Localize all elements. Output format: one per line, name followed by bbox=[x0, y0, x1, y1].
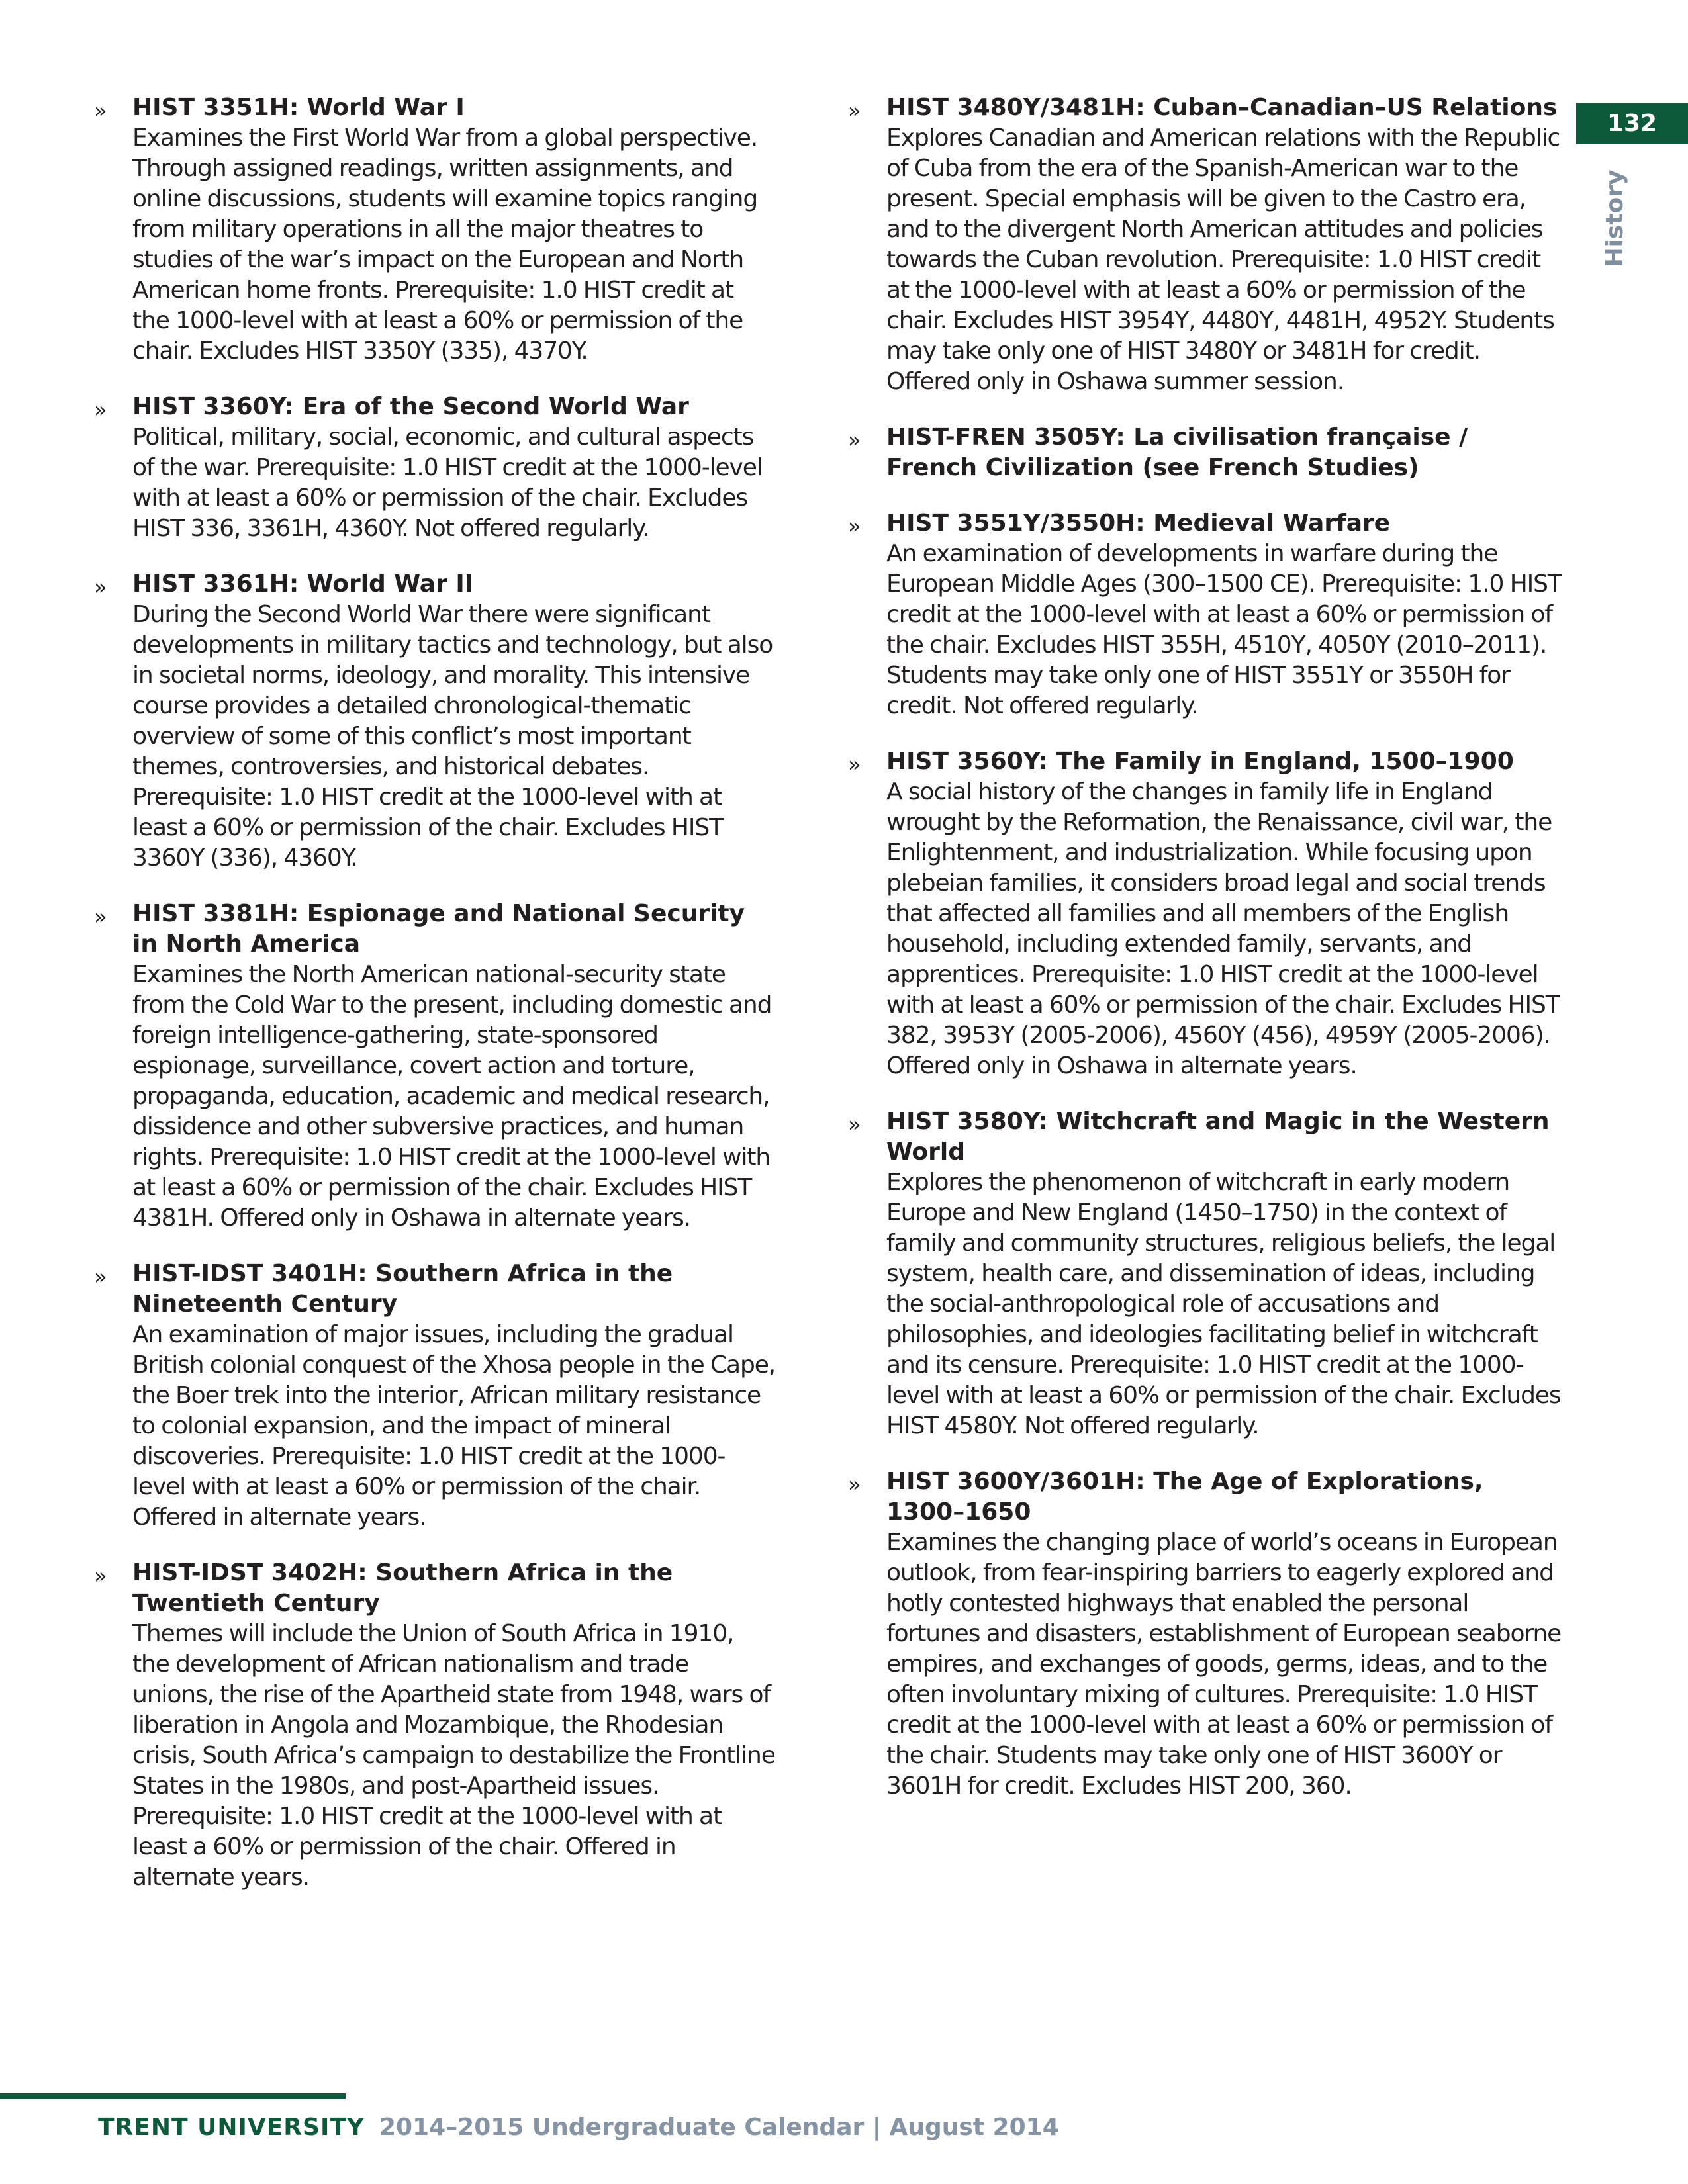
left-column bbox=[94, 93, 776, 1918]
bullet-icon: » bbox=[848, 1112, 861, 1137]
bullet-icon: » bbox=[848, 428, 861, 453]
bullet-icon: » bbox=[94, 98, 107, 123]
footer-calendar: 2014–2015 Undergraduate Calendar | August 2014 bbox=[379, 2114, 1059, 2141]
course-entry bbox=[94, 899, 776, 1234]
course-title: HIST 3600Y/3601H: The Age of Explorations, 1300–1650 bbox=[886, 1468, 1483, 1525]
footer bbox=[98, 2111, 1059, 2144]
course-description: Political, military, social, economic, and cultural aspects of the war. Prerequisite: 1.0 HIST credit at the 1000-level with at least a 60% or permission of the chair. Excludes HIST 336, 3361H, 4360Y. Not offered regularly. bbox=[132, 424, 763, 542]
course-description: Examines the changing place of world’s oceans in European outlook, from fear-inspiring barriers to eagerly explored and hotly contested highways that enabled the personal fortunes and disasters, establishment of European seaborne empires, and exchanges of goods, germs, ideas, and to the often involuntary mixing of cultures. Prerequisite: 1.0 HIST credit at the 1000-level with at least a 60% or permission of the chair. Students may take only one of HIST 3600Y or 3601H for credit. Excludes HIST 200, 360. bbox=[886, 1529, 1562, 1799]
course-entry bbox=[94, 93, 776, 367]
course-title: HIST 3480Y/3481H: Cuban–Canadian–US Relations bbox=[886, 94, 1558, 121]
course-entry bbox=[94, 1259, 776, 1533]
course-title: HIST 3551Y/3550H: Medieval Warfare bbox=[886, 510, 1391, 537]
footer-rule bbox=[0, 2093, 346, 2099]
course-title: HIST-FREN 3505Y: La civilisation française / French Civilization (see French Studies) bbox=[886, 424, 1468, 481]
course-entry bbox=[848, 1467, 1563, 1801]
course-entry bbox=[94, 1558, 776, 1893]
course-title: HIST 3351H: World War I bbox=[132, 94, 465, 121]
course-title: HIST-IDST 3402H: Southern Africa in the Twentieth Century bbox=[132, 1559, 673, 1617]
course-description: A social history of the changes in family life in England wrought by the Reformation, the Renaissance, civil war, the Enlightenment, and industrialization. While focusing upon plebeian families, it considers broad legal and social trends that affected all families and all members of the English household, including extended family, servants, and apprentices. Prerequisite: 1.0 HIST credit at the 1000-level with at least a 60% or permission of the chair. Excludes HIST 382, 3953Y (2005-2006), 4560Y (456), 4959Y (2005-2006). Offered only in Oshawa in alternate years. bbox=[886, 778, 1560, 1079]
course-title: HIST 3361H: World War II bbox=[132, 570, 474, 598]
page-number-badge: 132 bbox=[1576, 103, 1688, 144]
course-entry bbox=[848, 1107, 1563, 1441]
course-description: Themes will include the Union of South Africa in 1910, the development of African nationalism and trade unions, the rise of the Apartheid state from 1948, wars of liberation in Angola and Mozambique, the Rhodesian crisis, South Africa’s campaign to destabilize the Frontline States in the 1980s, and post-Apartheid issues. Prerequisite: 1.0 HIST credit at the 1000-level with at least a 60% or permission of the chair. Offered in alternate years. bbox=[132, 1620, 775, 1891]
bullet-icon: » bbox=[94, 574, 107, 600]
course-entry bbox=[94, 392, 776, 544]
course-entry bbox=[94, 569, 776, 874]
course-title: HIST 3381H: Espionage and National Security in North America bbox=[132, 900, 745, 958]
course-title: HIST-IDST 3401H: Southern Africa in the Nineteenth Century bbox=[132, 1260, 673, 1318]
course-title: HIST 3560Y: The Family in England, 1500–1900 bbox=[886, 748, 1514, 775]
course-entry bbox=[848, 93, 1563, 397]
footer-university: TRENT UNIVERSITY bbox=[98, 2114, 365, 2141]
bullet-icon: » bbox=[848, 752, 861, 777]
course-description: An examination of major issues, including the gradual British colonial conquest of the Xhosa people in the Cape, the Boer trek into the interior, African military resistance to colonial expansion, and the impact of mineral discoveries. Prerequisite: 1.0 HIST credit at the 1000-level with at least a 60% or permission of the chair. Offered in alternate years. bbox=[132, 1321, 776, 1531]
course-entry bbox=[848, 508, 1563, 721]
course-description: Examines the North American national-security state from the Cold War to the present, including domestic and foreign intelligence-gathering, state-sponsored espionage, surveillance, covert action and torture, propaganda, education, academic and medical research, dissidence and other subversive practices, and human rights. Prerequisite: 1.0 HIST credit at the 1000-level with at least a 60% or permission of the chair. Excludes HIST 4381H. Offered only in Oshawa in alternate years. bbox=[132, 961, 772, 1232]
course-entry bbox=[848, 747, 1563, 1081]
course-description: Explores the phenomenon of witchcraft in early modern Europe and New England (1450–1750) in the context of family and community structures, religious beliefs, the legal system, health care, and dissemination of ideas, including the social-anthropological role of accusations and philosophies, and ideologies facilitating belief in witchcraft and its censure. Prerequisite: 1.0 HIST credit at the 1000-level with at least a 60% or permission of the chair. Excludes HIST 4580Y. Not offered regularly. bbox=[886, 1169, 1561, 1439]
course-description: Explores Canadian and American relations with the Republic of Cuba from the era of the Spanish-American war to the present. Special emphasis will be given to the Castro era, and to the divergent North American attitudes and policies towards the Cuban revolution. Prerequisite: 1.0 HIST credit at the 1000-level with at least a 60% or permission of the chair. Excludes HIST 3954Y, 4480Y, 4481H, 4952Y. Students may take only one of HIST 3480Y or 3481H for credit. Offered only in Oshawa summer session. bbox=[886, 124, 1560, 395]
section-label: History bbox=[1601, 169, 1628, 267]
course-title: HIST 3360Y: Era of the Second World War bbox=[132, 393, 689, 420]
bullet-icon: » bbox=[848, 98, 861, 123]
course-entry bbox=[848, 422, 1563, 483]
course-description: Examines the First World War from a global perspective. Through assigned readings, written assignments, and online discussions, students will examine topics ranging from military operations in all the major theatres to studies of the war’s impact on the European and North American home fronts. Prerequisite: 1.0 HIST credit at the 1000-level with at least a 60% or permission of the chair. Excludes HIST 3350Y (335), 4370Y. bbox=[132, 124, 758, 365]
course-title: HIST 3580Y: Witchcraft and Magic in the Western World bbox=[886, 1108, 1550, 1165]
right-column bbox=[848, 93, 1563, 1827]
bullet-icon: » bbox=[94, 1563, 107, 1588]
course-description: During the Second World War there were significant developments in military tactics and technology, but also in societal norms, ideology, and morality. This intensive course provides a detailed chronological-thematic overview of some of this conflict’s most important themes, controversies, and historical debates. Prerequisite: 1.0 HIST credit at the 1000-level with at least a 60% or permission of the chair. Excludes HIST 3360Y (336), 4360Y. bbox=[132, 601, 773, 872]
bullet-icon: » bbox=[94, 397, 107, 422]
bullet-icon: » bbox=[94, 904, 107, 929]
course-description: An examination of developments in warfare during the European Middle Ages (300–1500 CE). Prerequisite: 1.0 HIST credit at the 1000-level with at least a 60% or permission of the chair. Excludes HIST 355H, 4510Y, 4050Y (2010–2011). Students may take only one of HIST 3551Y or 3550H for credit. Not offered regularly. bbox=[886, 540, 1562, 719]
bullet-icon: » bbox=[848, 1472, 861, 1497]
bullet-icon: » bbox=[848, 514, 861, 539]
bullet-icon: » bbox=[94, 1264, 107, 1289]
